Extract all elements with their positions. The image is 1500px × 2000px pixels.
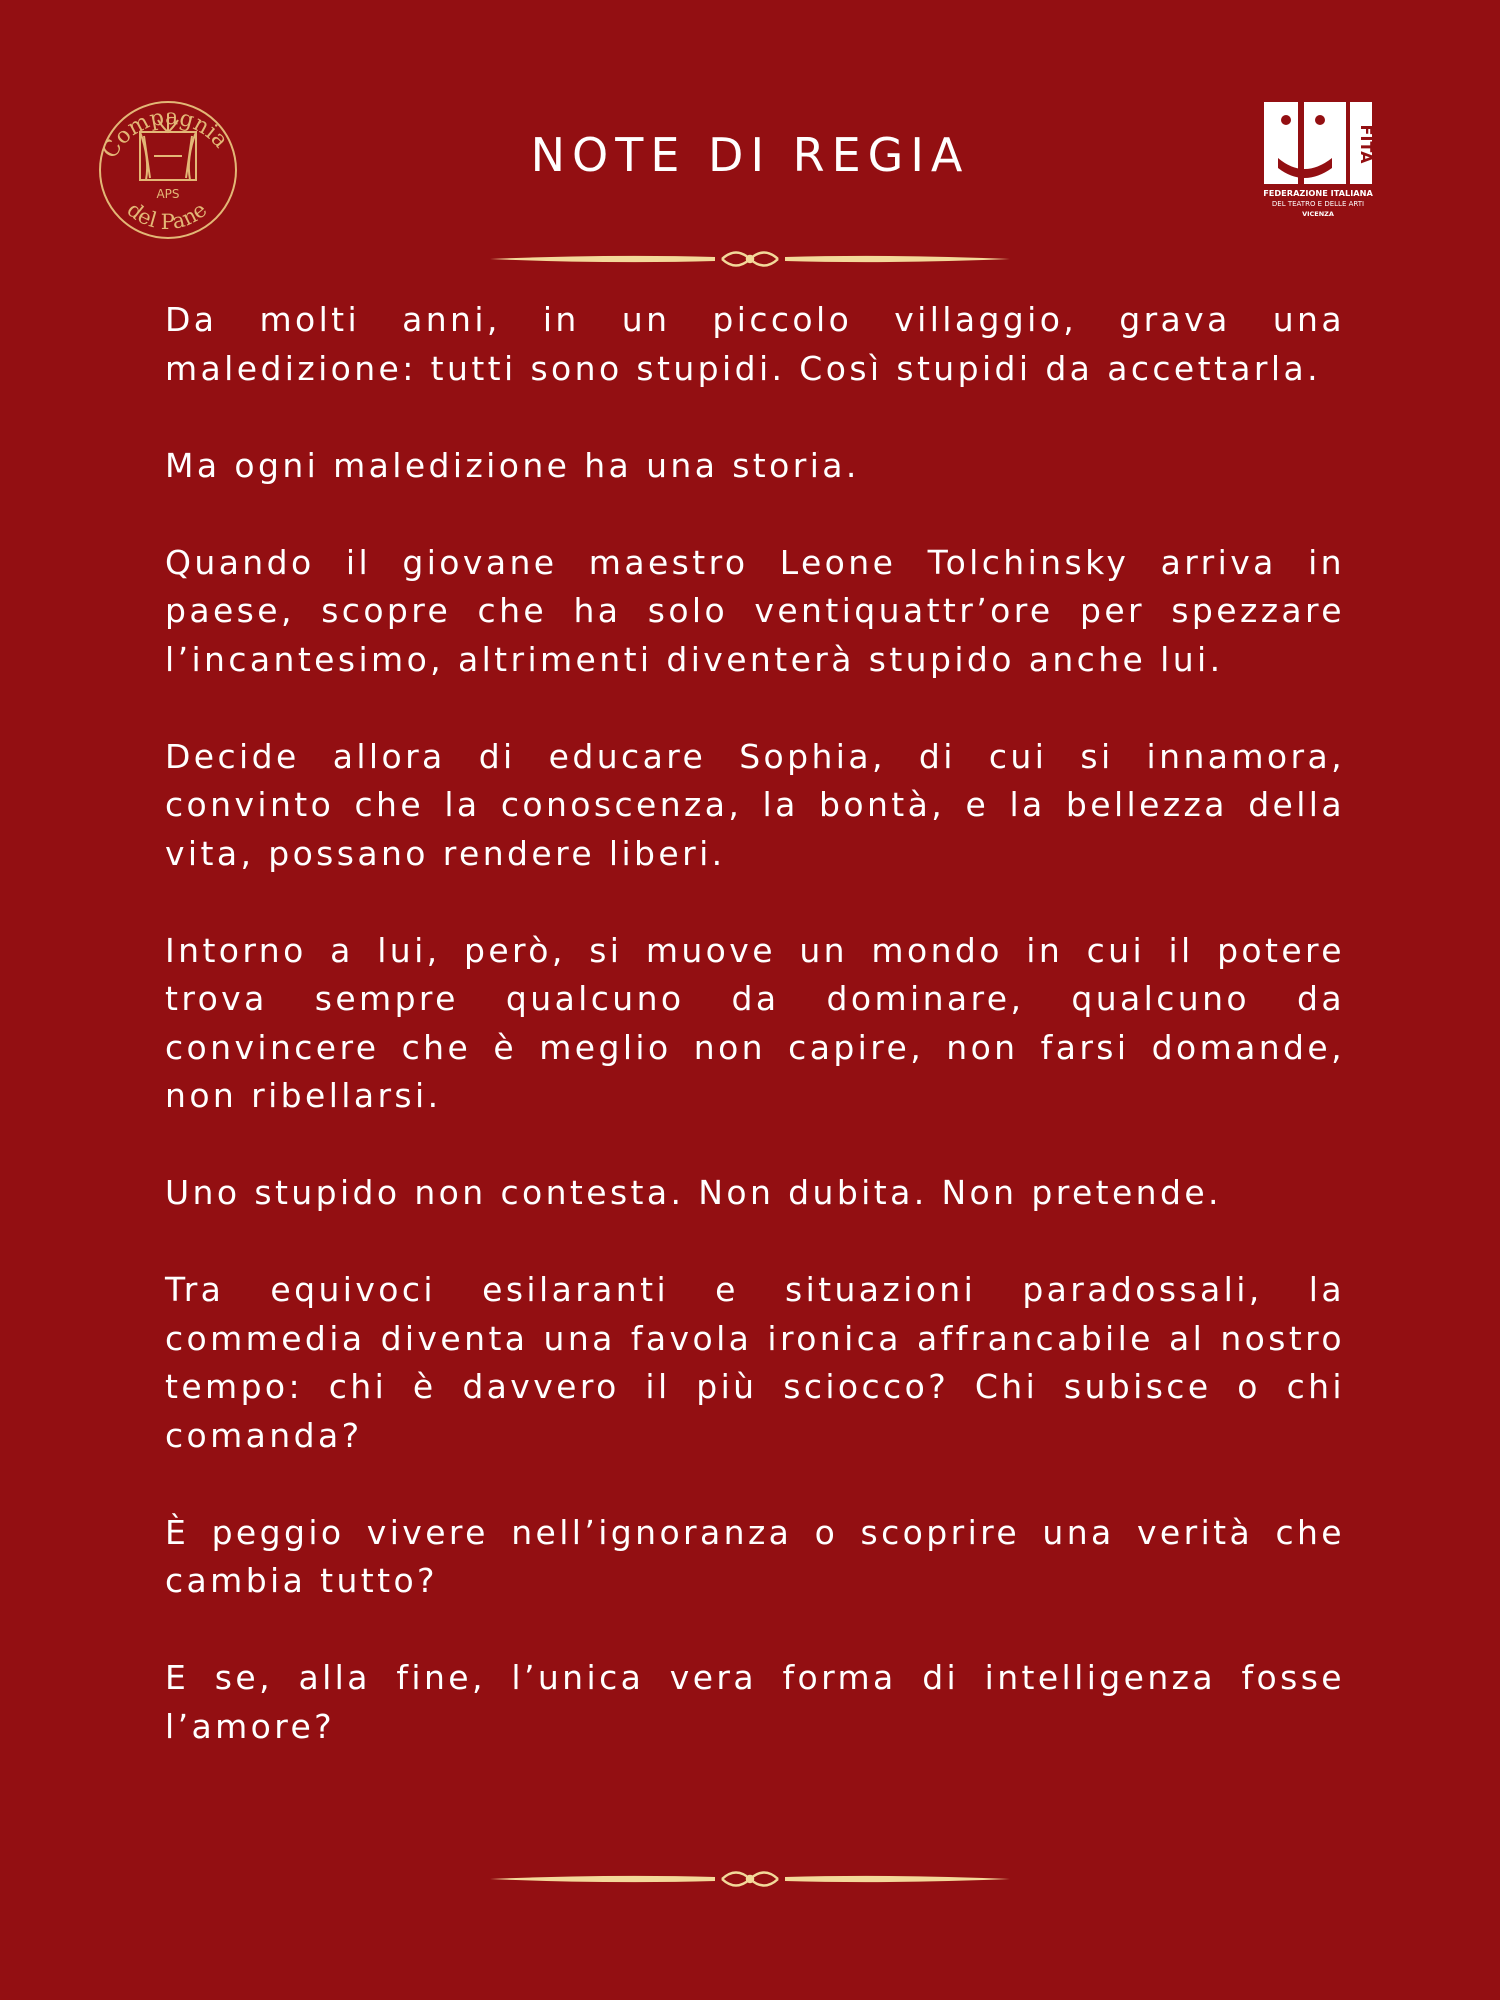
logo-right-line2: DEL TEATRO E DELLE ARTI — [1271, 200, 1365, 208]
paragraph: È peggio vivere nell’ignoranza o scoprire una verità che cambia tutto? — [165, 1512, 1345, 1600]
paragraph: Tra equivoci esilaranti e situazioni paradossali, la commedia diventa una favola ironica affrancabile al nostro tempo: chi è davvero il più sciocco? Chi subisce o chi comanda? — [165, 1270, 1345, 1455]
logo-right-line1: FEDERAZIONE ITALIANA — [1263, 188, 1373, 198]
paragraph: Uno stupido non contesta. Non dubita. Non pretende. — [165, 1173, 1222, 1212]
paragraph: Ma ogni maledizione ha una storia. — [165, 445, 860, 485]
flourish-icon — [722, 1873, 778, 1886]
logo-left-top-text: Compagnia — [97, 104, 233, 163]
logo-right-acronym: FITA — [1357, 124, 1376, 164]
flourish-icon — [722, 253, 778, 266]
logo-left-bottom-text: del Pane — [122, 197, 212, 235]
ornamental-divider-top — [490, 244, 1010, 274]
paragraph: Intorno a lui, però, si muove un mondo in cui il potere trova sempre qualcuno da dominare, qualcuno da convincere che è meglio non capire, non farsi domande, non ribellarsi. — [165, 930, 1345, 1115]
ornamental-divider-bottom — [490, 1864, 1010, 1894]
logo-left-badge: APS — [156, 187, 180, 201]
paragraph: Quando il giovane maestro Leone Tolchinsky arriva in paese, scopre che ha solo ventiquattr’ore per spezzare l’incantesimo, altrimenti diventerà stupido anche lui. — [165, 542, 1345, 679]
director-notes-body — [165, 296, 1345, 1751]
paragraph: Decide allora di educare Sophia, di cui si innamora, convinto che la conoscenza, la bontà, e la bellezza della vita, possano rendere liberi. — [165, 736, 1345, 873]
paragraph: Da molti anni, in un piccolo villaggio, grava una maledizione: tutti sono stupidi. Così stupidi da accettarla. — [165, 300, 1345, 388]
theatre-masks-icon — [1264, 102, 1372, 184]
logo-right-line3: VICENZA — [1302, 210, 1334, 218]
fita-logo — [1262, 100, 1374, 220]
page-title: NOTE DI REGIA — [530, 128, 970, 182]
paragraph: E se, alla fine, l’unica vera forma di intelligenza fosse l’amore? — [165, 1658, 1345, 1746]
